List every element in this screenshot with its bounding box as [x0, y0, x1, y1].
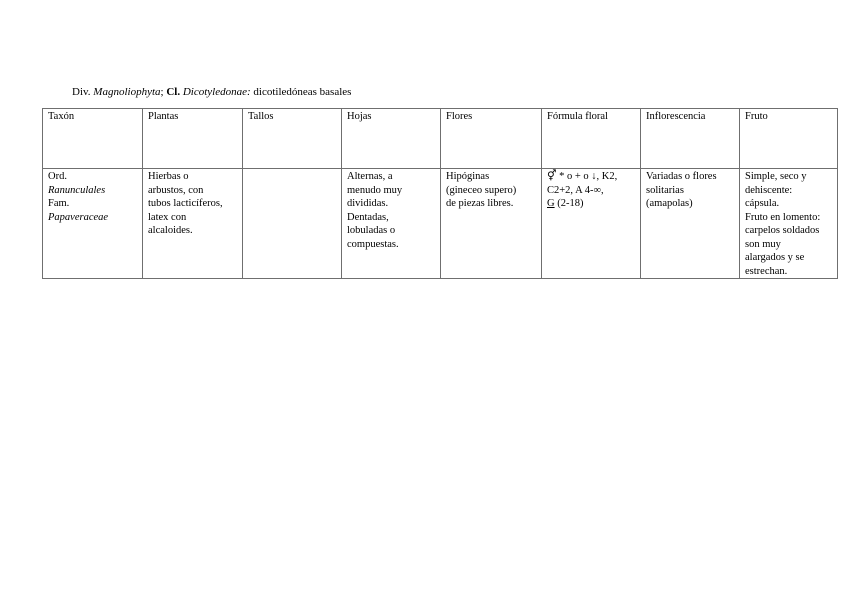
division-name: Magnoliophyta	[93, 86, 161, 98]
cell-line: Hierbas o	[148, 171, 189, 182]
cell-line: arbustos, con	[148, 184, 204, 196]
cell-line: Variadas o flores	[646, 171, 717, 182]
family-name: Papaveraceae	[48, 211, 109, 223]
header-taxon: Taxón	[43, 109, 143, 169]
cell-line: lobuladas o	[347, 225, 396, 236]
cell-hojas	[342, 169, 441, 279]
cell-line: cápsula.	[745, 198, 780, 209]
cell-fruto	[740, 169, 838, 279]
cell-line: latex con	[148, 211, 187, 223]
cell-plantas	[143, 169, 243, 279]
header-inflorescencia: Inflorescencia	[641, 109, 740, 169]
class-name: Dicotyledonae:	[182, 86, 251, 98]
cell-line: (gineceo supero)	[446, 184, 517, 196]
cell-line: Dentadas,	[347, 211, 389, 223]
class-prefix: Cl.	[166, 86, 183, 98]
cell-flores	[441, 169, 542, 279]
heading-separator: ;	[160, 86, 167, 98]
header-hojas: Hojas	[342, 109, 441, 169]
header-row	[43, 109, 838, 169]
table-row	[43, 169, 838, 279]
gynoecium-carpels: (2-18)	[554, 198, 584, 209]
family-label: Fam.	[48, 198, 70, 209]
cell-line: alcaloides.	[148, 225, 193, 236]
formula-line: ⚥ * o + o ↓, K2,	[547, 171, 618, 182]
cell-line: de piezas libres.	[446, 198, 514, 209]
page-heading	[72, 85, 351, 99]
cell-line: tubos lacticíferos,	[148, 198, 223, 209]
cell-line: divididas.	[347, 198, 389, 209]
header-flores: Flores	[441, 109, 542, 169]
division-prefix: Div.	[72, 86, 94, 98]
taxonomy-table	[42, 108, 838, 279]
header-formula-floral: Fórmula floral	[542, 109, 641, 169]
header-tallos: Tallos	[243, 109, 342, 169]
gynoecium-symbol: G	[547, 198, 555, 209]
cell-line: estrechan.	[745, 265, 788, 277]
cell-line: menudo muy	[347, 184, 403, 196]
cell-line: dehiscente:	[745, 184, 793, 196]
order-name: Ranunculales	[48, 184, 106, 196]
cell-line: son muy	[745, 238, 781, 250]
cell-tallos	[243, 169, 342, 279]
cell-line: carpelos soldados	[745, 225, 820, 236]
cell-line: compuestas.	[347, 238, 399, 250]
cell-line: Fruto en lomento:	[745, 211, 821, 223]
cell-line: alargados y se	[745, 252, 805, 263]
order-label: Ord.	[48, 171, 67, 182]
formula-line: C2+2, A 4-∞,	[547, 184, 604, 196]
cell-inflorescencia	[641, 169, 740, 279]
cell-line: solitarias	[646, 184, 684, 196]
cell-line: Simple, seco y	[745, 171, 807, 182]
header-plantas: Plantas	[143, 109, 243, 169]
header-fruto: Fruto	[740, 109, 838, 169]
cell-line: (amapolas)	[646, 198, 693, 209]
cell-line: Hipóginas	[446, 171, 490, 182]
cell-formula-floral	[542, 169, 641, 279]
formula-gynoecium	[547, 197, 636, 211]
heading-description: dicotiledóneas basales	[250, 86, 352, 98]
cell-taxon	[43, 169, 143, 279]
cell-line: Alternas, a	[347, 171, 393, 182]
